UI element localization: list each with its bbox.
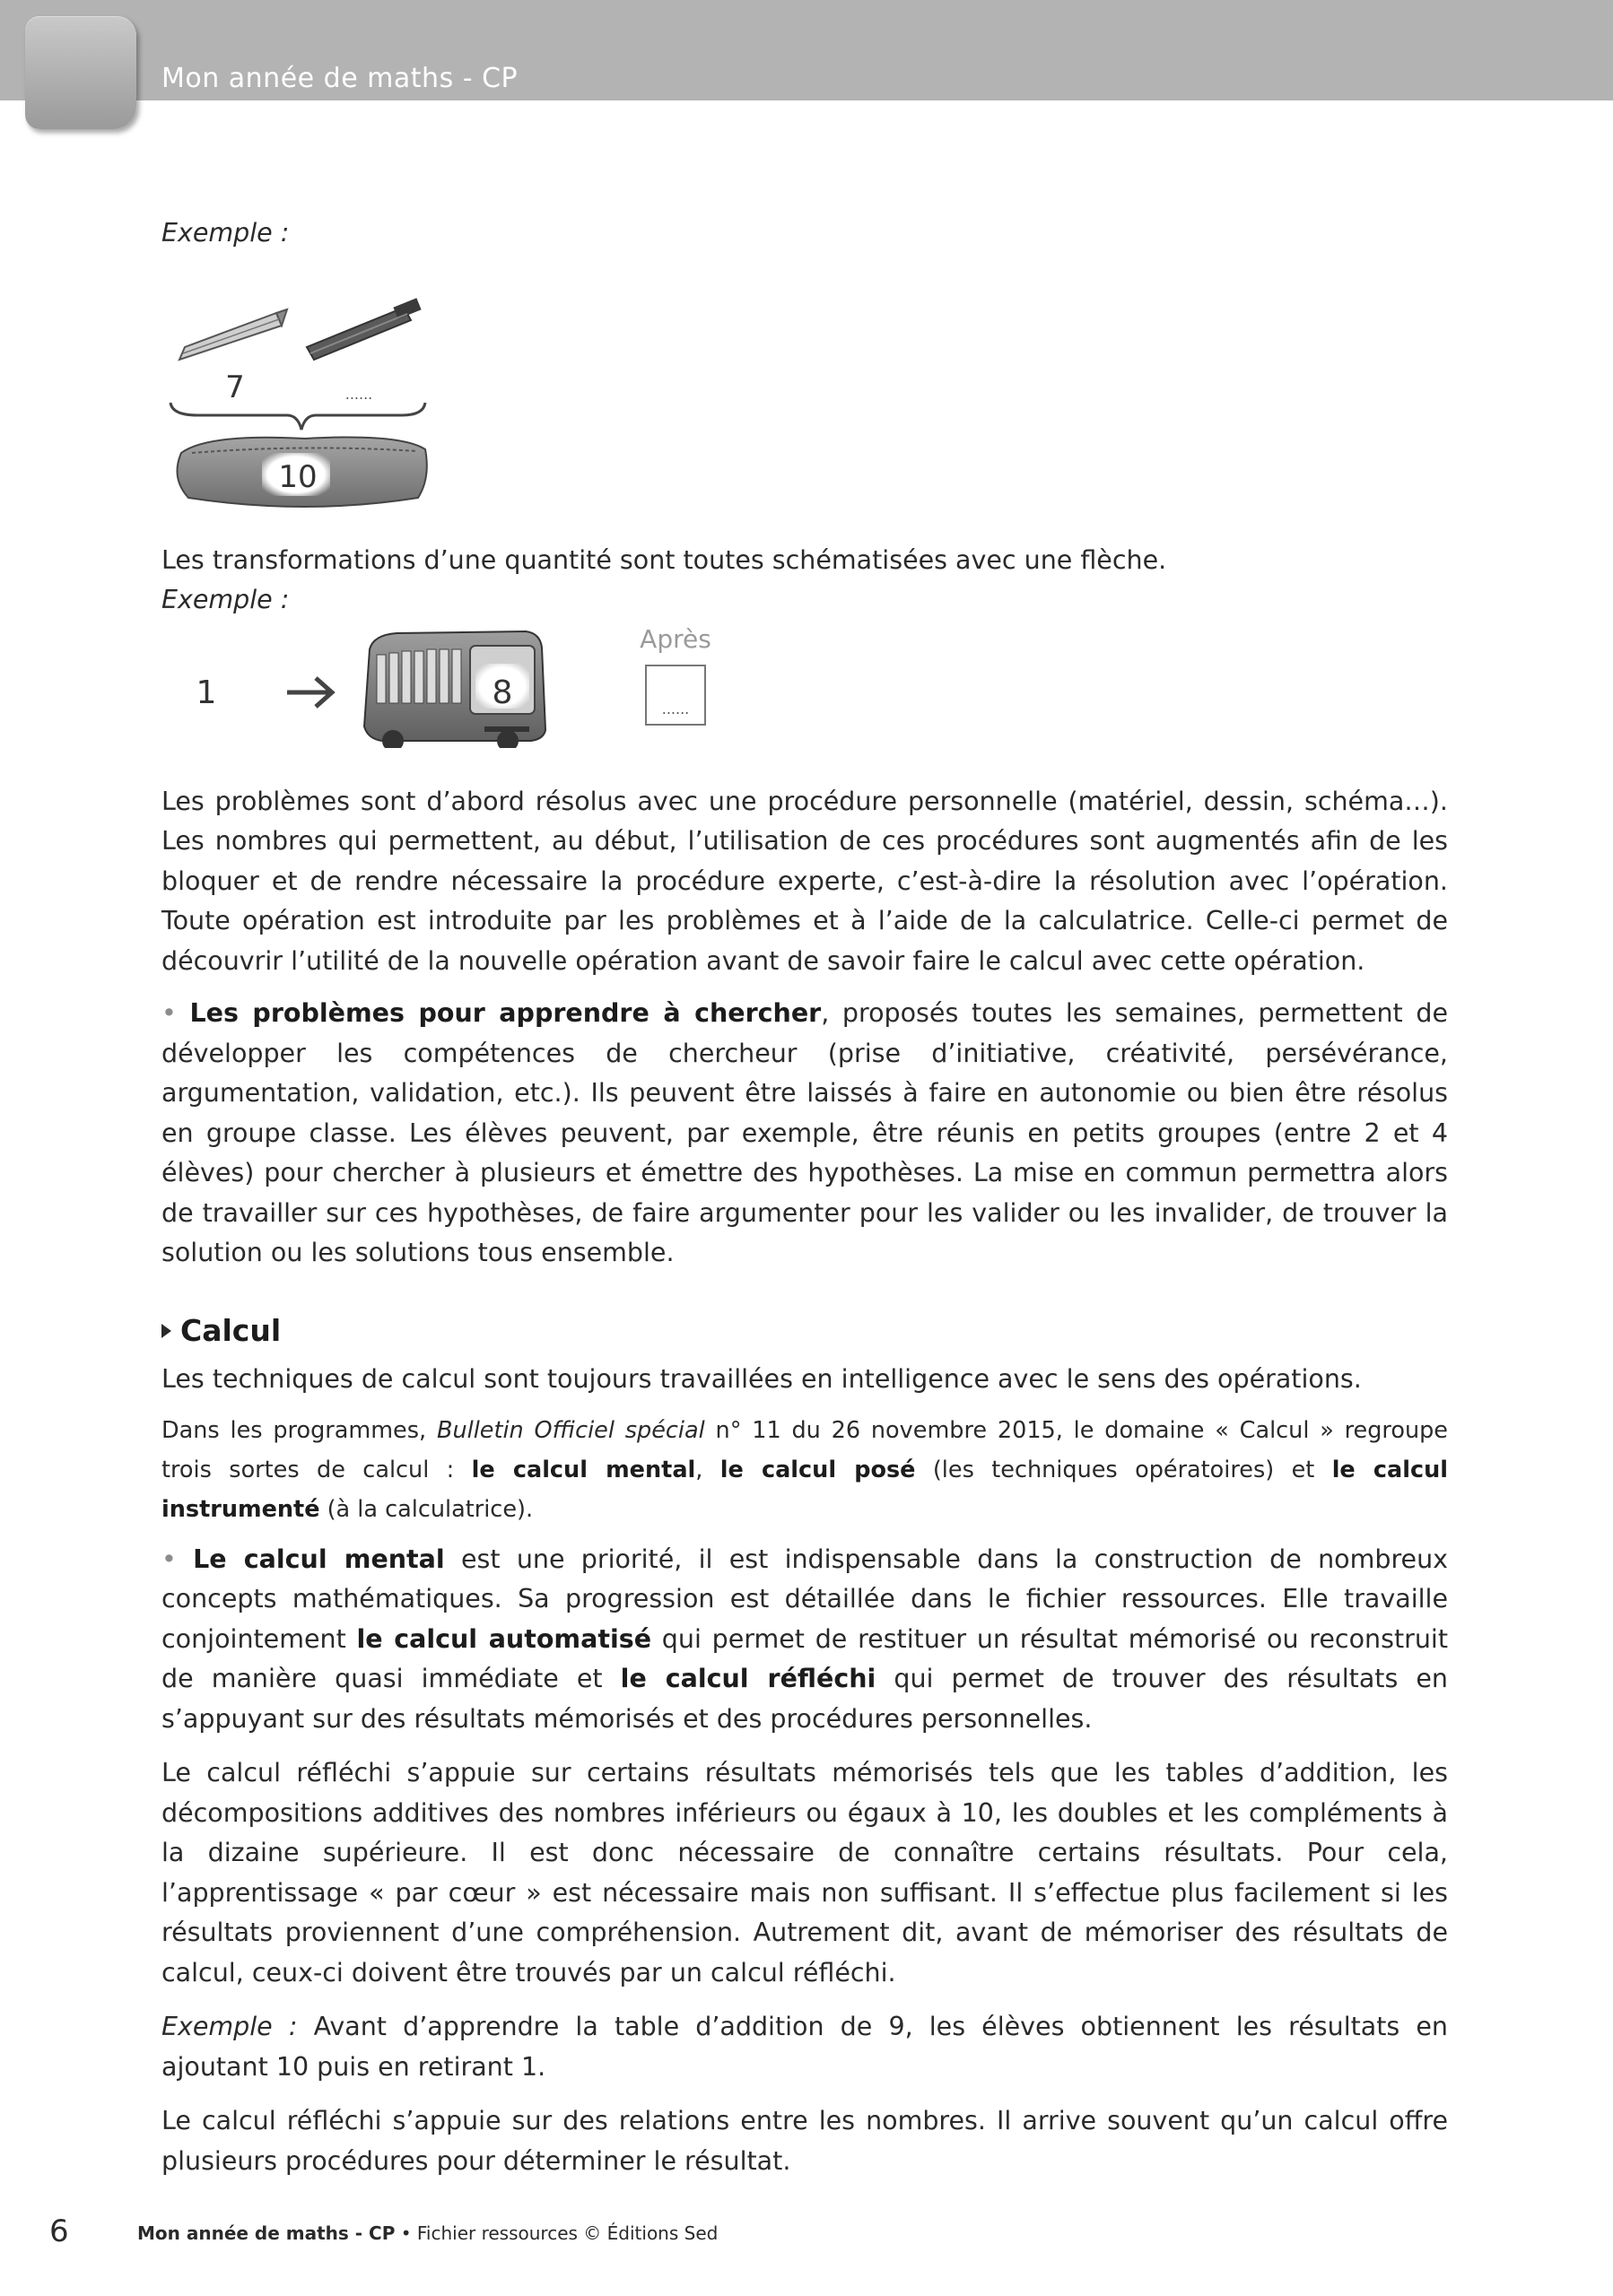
para-problems: Les problèmes sont d’abord résolus avec une procédure personnelle (matériel, dessin, schéma…). Les nombres qui permettent, au début, l’utilisation de ces procédures sont augmentés afin de les bloquer et de rendre nécessaire la procédure experte, c’est-à-dire la résolution avec l’opération. Toute opération est introduite par les problèmes et à l’aide de la calculatrice. Celle-ci permet de découvrir l’utilité de la nouvelle opération avant de savoir faire le calcul avec cette opération. — [161, 786, 1448, 976]
programmes-t2: n° 11 du 26 novembre 2015, le domaine « Calcul » regroupe trois sortes de calcul : — [161, 1416, 1448, 1483]
start-value: 1 — [196, 674, 217, 711]
programmes-b3: le calcul instrumenté — [161, 1456, 1448, 1523]
section-calcul-heading — [161, 1311, 1448, 1352]
programmes-t3: , — [695, 1456, 720, 1483]
mental-b1: Le calcul mental — [193, 1544, 445, 1574]
exemple-label: Exemple : — [161, 2012, 298, 2041]
para-techniques: Les techniques de calcul sont toujours travaillées en intelligence avec le sens des opérations. — [161, 1364, 1362, 1394]
mental-b2: le calcul automatisé — [356, 1623, 652, 1654]
para-exemple — [161, 2007, 1448, 2087]
footer — [0, 2213, 1613, 2253]
bus-diagram — [161, 613, 736, 748]
section-calcul-title: Calcul — [180, 1312, 282, 1348]
unknown-value: ...... — [344, 385, 373, 403]
bus-icon — [364, 631, 545, 748]
example-label-2: Exemple : — [161, 585, 290, 614]
programmes-b2: le calcul posé — [719, 1456, 916, 1483]
para-mental — [161, 1540, 1448, 1740]
para-relations: Le calcul réfléchi s’appuie sur des relations entre les nombres. Il arrive souvent qu’un calcul offre plusieurs procédures pour déterminer le résultat. — [161, 2106, 1448, 2176]
para-programmes — [161, 1411, 1448, 1529]
after-value: ...... — [661, 700, 690, 718]
footer-rest: Fichier ressources © Éditions Sed — [416, 2222, 719, 2244]
exemple-text: Avant d’apprendre la table d’addition de 9, les élèves obtiennent les résultats en ajoutant 10 puis en retirant 1. — [161, 2012, 1448, 2082]
programmes-t5: (à la calculatrice). — [319, 1495, 534, 1523]
mental-t3: qui permet de trouver des résultats en s’appuyant sur des résultats mémorisés et des procédures personnelles. — [161, 1664, 1448, 1734]
programmes-t4: (les techniques opératoires) et — [915, 1456, 1332, 1483]
header-tab-decoration — [25, 16, 136, 129]
programmes-b1: le calcul mental — [471, 1456, 696, 1483]
bus-figure — [161, 613, 736, 748]
mental-b3: le calcul réfléchi — [620, 1664, 876, 1693]
bullet-2: • — [161, 1544, 177, 1574]
example-label: Exemple : — [161, 218, 290, 248]
para-chercher — [161, 994, 1448, 1274]
para-reflechi: Le calcul réfléchi s’appuie sur certains résultats mémorisés tels que les tables d’addition, les décompositions additives des nombres inférieurs ou égaux à 10, les doubles et les compléments à la dizaine supérieure. Il est donc nécessaire de connaître certains résultats. Pour cela, l’apprentissage « par cœur » est nécessaire mais non suffisant. Il s’effectue plus facilement si les résultats proviennent d’une compréhension. Autrement dit, avant de mémoriser des résultats de calcul, ceux-ci doivent être trouvés par un calcul réfléchi. — [161, 1758, 1448, 1987]
mental-t1: est une priorité, il est indispensable dans la construction de nombreux concepts mathématiques. Sa progression est détaillée dans le fichier ressources. Elle travaille conjointement — [161, 1544, 1448, 1654]
pencil-case-figure — [161, 254, 449, 523]
marker-icon — [307, 298, 422, 360]
footer-book-title: Mon année de maths - CP — [137, 2222, 396, 2244]
transformations-text: Les transformations d’une quantité sont toutes schématisées avec une flèche. — [161, 544, 1167, 575]
footer-text — [137, 2222, 718, 2244]
mental-t2: qui permet de restituer un résultat mémorisé ou reconstruit de manière quasi immédiate et — [161, 1623, 1449, 1693]
known-value: 7 — [225, 369, 245, 405]
pencil-icon — [179, 309, 287, 360]
pencil-case-diagram — [161, 254, 449, 523]
brace — [170, 403, 425, 430]
bus-value: 8 — [492, 674, 513, 711]
bold-chercher: Les problèmes pour apprendre à chercher — [189, 998, 822, 1028]
total-value: 10 — [278, 458, 318, 495]
after-label: Après — [640, 623, 711, 654]
programmes-t1: Dans les programmes, — [161, 1416, 437, 1444]
page-content — [161, 213, 1448, 2181]
header-title: Mon année de maths - CP — [161, 63, 519, 94]
bullet: • — [161, 998, 177, 1028]
arrow-right-icon — [287, 678, 332, 707]
chercher-text: , proposés toutes les semaines, permettent de développer les compétences de chercheur (prise d’initiative, créativité, persévérance, argumentation, validation, etc.). Ils peuvent être laissés à faire en autonomie ou bien être résolus en groupe classe. Les élèves peuvent, par exemple, être réunis en petits groupes (entre 2 et 4 élèves) pour chercher à plusieurs et émettre des hypothèses. La mise en commun permettra alors de travailler sur ces hypothèses, de faire argumenter pour les valider ou les invalider, de trouver la solution ou les solutions tous ensemble. — [161, 998, 1448, 1267]
page-number: 6 — [49, 2213, 69, 2249]
programmes-it1: Bulletin Officiel spécial — [436, 1416, 705, 1444]
footer-separator: • — [395, 2222, 417, 2244]
triangle-bullet-icon — [161, 1324, 171, 1338]
